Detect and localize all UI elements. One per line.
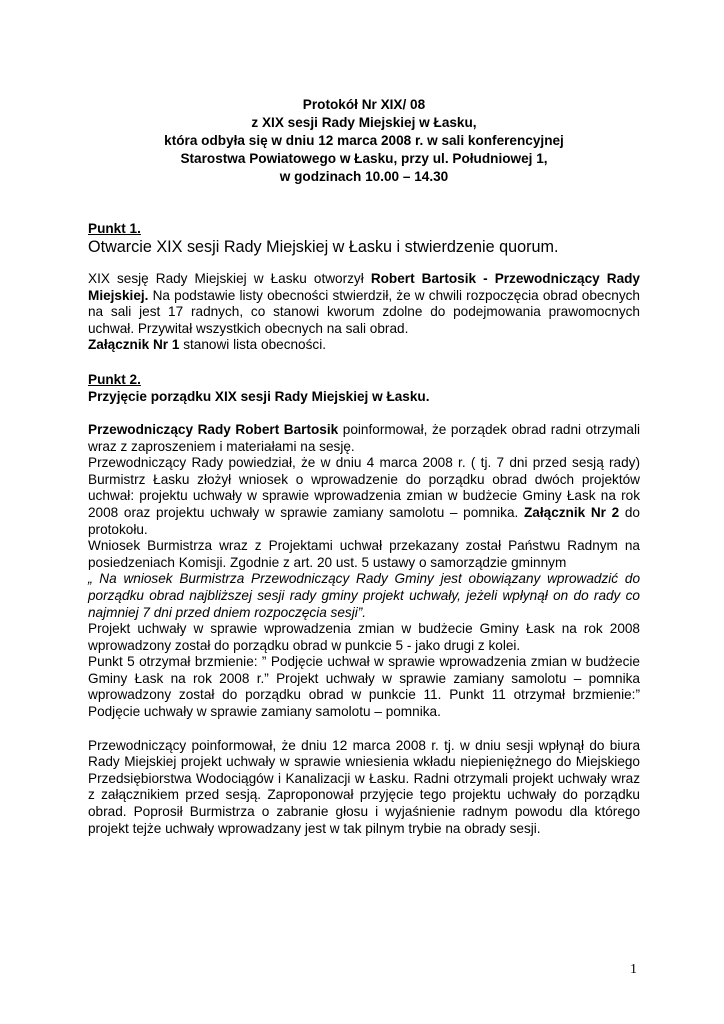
header-line-4: Starostwa Powiatowego w Łasku, przy ul. Południowej 1, [180,151,548,166]
chairman-name: Robert Bartosik - Przewodniczący Rady Miejskiej. [88,271,640,303]
punkt-1-paragraph-1 [88,271,640,337]
header-line-1: Protokół Nr XIX/ 08 [302,97,426,112]
page-number: 1 [630,962,637,977]
punkt-2-paragraph-6: Przewodniczący poinformował, że dniu 12 marca 2008 r. tj. w dniu sesji wpłynął do biura Rady Miejskiej projekt uchwały w sprawie wniesienia wkładu niepieniężnego do Miejskiego Przedsiębiorstwa Wodociągów i Kanalizacji w Łasku. Radni otrzymali projekt uchwały wraz z załącznikiem przed sesją. Zaproponował przyjęcie tego projektu uchwały do porządku obrad. Poprosił Burmistrza o zabranie głosu i wyjaśnienie radnym powodu dla którego projekt tejże uchwały wprowadzany jest w tak pilnym trybie na obrady sesji. [88,737,640,836]
text-run: do protokołu. [88,504,640,537]
attachment-ref: Załącznik Nr 1 [88,337,180,353]
header-line-3: która odbyła się w dniu 12 marca 2008 r. w sali konferencyjnej [164,133,564,148]
punkt-2-paragraph-5: Punkt 5 otrzymał brzmienie: ” Podjęcie uchwał w sprawie wprowadzenia zmian w budżecie Gminy Łask na rok 2008 r.” Projekt uchwały w sprawie zamiany samolotu – pomnika wprowadzony został do porządku obrad w punkcie 11. Punkt 11 otrzymał brzmienie:” Podjęcie uchwały w sprawie zamiany samolotu – pomnika. [88,654,640,720]
statute-quote: „ Na wniosek Burmistrza Przewodniczący Rady Gminy jest obowiązany wprowadzić do porządku obrad najbliższej sesji rady gminy projekt uchwały, jeżeli wpłynął on do rady co najmniej 7 dni przed dniem rozpoczęcia sesji”. [88,571,640,620]
text-run: stanowi lista obecności. [179,337,327,353]
text-run: XIX sesję Rady Miejskiej w Łasku otworzył [88,271,371,286]
punkt-1-label: Punkt 1. [88,221,141,236]
text-run: Na podstawie listy obecności stwierdził, że w chwili rozpoczęcia obrad obecnych na sali jest 17 radnych, co stanowi kworum zdolne do podejmowania prawomocnych uchwał. Przywitał wszystkich obecnych na sali obrad. [88,287,640,336]
chairman-name: Przewodniczący Rady Robert Bartosik [88,421,339,437]
header-line-2: z XIX sesji Rady Miejskiej w Łasku, [251,115,477,130]
punkt-2-title: Przyjęcie porządku XIX sesji Rady Miejskiej w Łasku. [88,388,430,404]
punkt-1-title: Otwarcie XIX sesji Rady Miejskiej w Łasku i stwierdzenie quorum. [88,238,559,256]
attachment-ref: Załącznik Nr 2 [524,504,620,520]
punkt-2-paragraph-4: Projekt uchwały w sprawie wprowadzenia zmian w budżecie Gminy Łask na rok 2008 wprowadzony został do porządku obrad w punkcie 5 - jako drugi z kolei. [88,621,640,653]
punkt-1-paragraph-2 [88,337,640,354]
header-line-5: w godzinach 10.00 – 14.30 [279,169,449,184]
text-run: poinformował, że porządek obrad radni otrzymali wraz z zaproszeniem i materiałami na sesję. [88,421,640,454]
punkt-2-paragraph-1 [88,422,640,455]
punkt-2-label: Punkt 2. [88,371,141,387]
text-run: Przewodniczący Rady powiedział, że w dniu 4 marca 2008 r. ( tj. 7 dni przed sesją rady) Burmistrz Łasku złożył wniosek o wprowadzenie do porządku obrad dwóch projektów uchwał: projektu uchwały w sprawie wprowadzenia zmian w budżecie Gminy Łask na rok 2008 oraz projektu uchwały w sprawie zamiany samolotu – pomnika. [88,455,640,520]
punkt-2-paragraph-2 [88,455,640,538]
punkt-2-paragraph-3: Wniosek Burmistrza wraz z Projektami uchwał przekazany został Państwu Radnym na posiedzeniach Komisji. Zgodnie z art. 20 ust. 5 ustawy o samorządzie gminnym [88,538,640,570]
protocol-header [88,96,640,186]
section-punkt-1 [88,220,640,354]
section-punkt-2 [88,371,640,837]
document-page [88,96,640,837]
